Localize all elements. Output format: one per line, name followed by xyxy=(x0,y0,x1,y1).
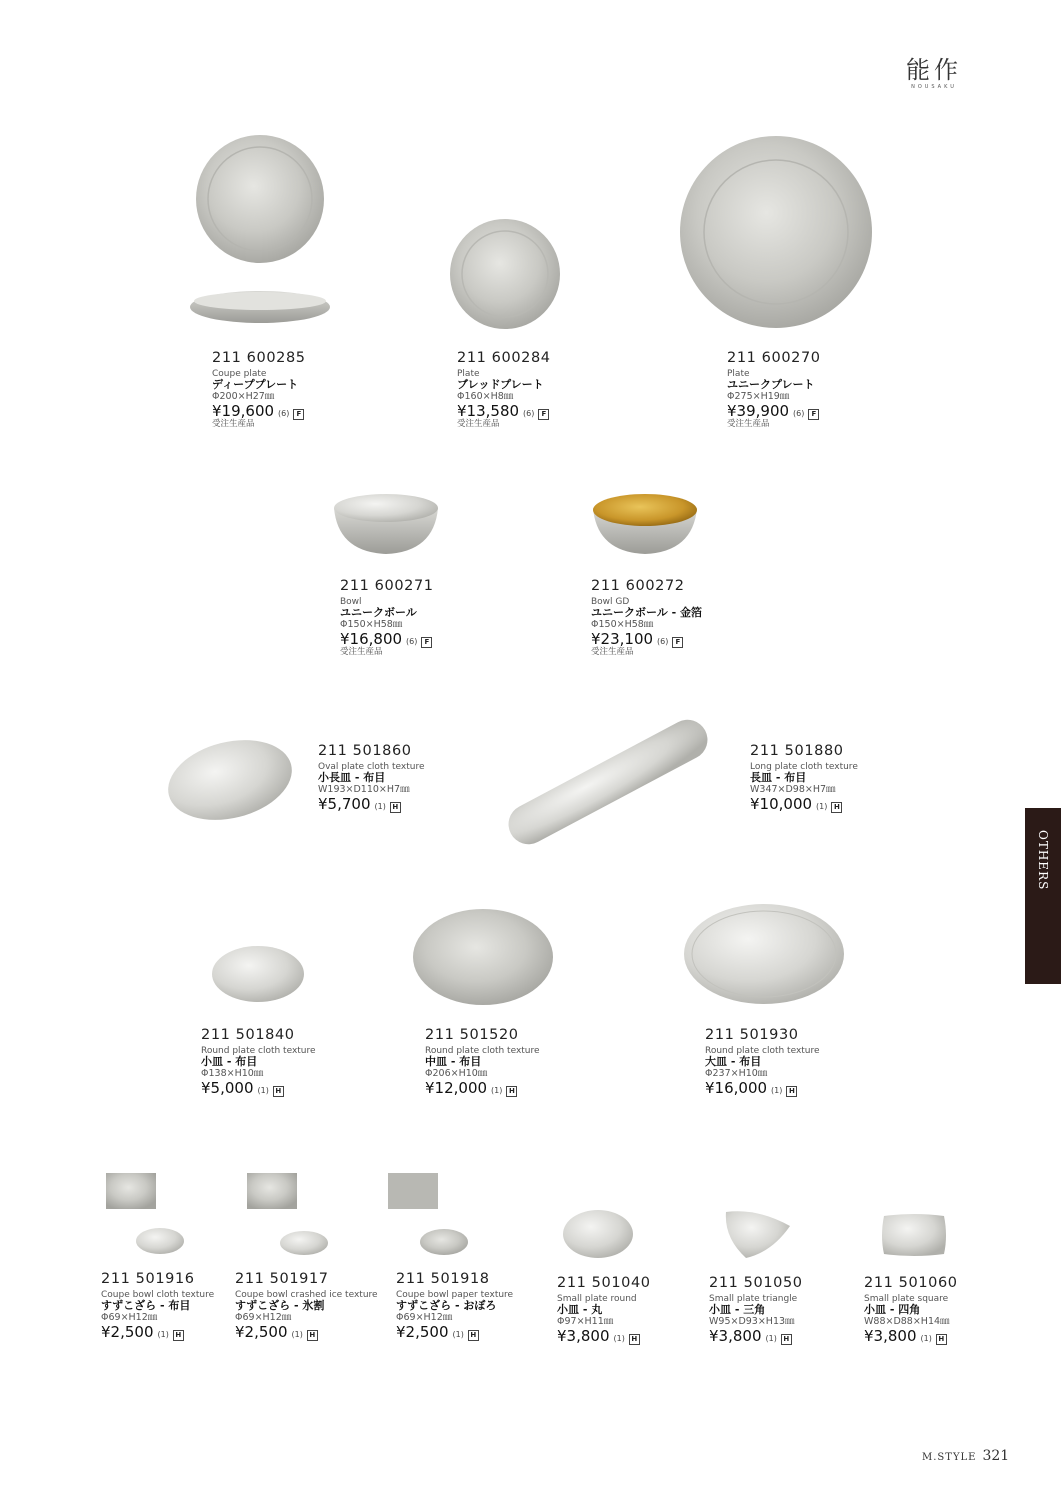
product-name-jp: 小長皿 - 布目 xyxy=(318,771,386,785)
product-name-jp: ユニークボール xyxy=(340,606,417,620)
product-mark-icon: H xyxy=(629,1334,640,1345)
product-name-en: Small plate square xyxy=(864,1293,949,1304)
product-name-jp: 小皿 - 三角 xyxy=(709,1303,766,1317)
product-name-en: Small plate triangle xyxy=(709,1293,798,1304)
product-code: 211 600285 xyxy=(212,350,306,366)
product-item xyxy=(864,1275,958,1345)
product-item xyxy=(709,1275,803,1345)
product-mark-icon: H xyxy=(307,1330,318,1341)
product-image-coupe-bowl-paper xyxy=(388,1173,472,1261)
brand-name-jp: 能作 xyxy=(906,56,962,84)
product-name-jp: すずこざら - 布目 xyxy=(101,1299,191,1313)
product-item xyxy=(235,1271,378,1341)
product-price: ¥5,700 xyxy=(318,794,371,813)
product-price: ¥23,100 xyxy=(591,629,654,648)
product-item xyxy=(212,350,306,430)
product-dimensions: W347×D98×H7㎜ xyxy=(750,783,836,795)
product-quantity: (1) xyxy=(491,1085,503,1095)
product-price: ¥3,800 xyxy=(709,1326,762,1345)
product-code: 211 501840 xyxy=(201,1027,295,1043)
product-dimensions: Φ160×H8㎜ xyxy=(457,390,514,402)
product-image-round-plate-large xyxy=(682,902,846,1006)
product-price: ¥19,600 xyxy=(212,401,275,420)
product-code: 211 501520 xyxy=(425,1027,519,1043)
product-item xyxy=(396,1271,513,1341)
product-price: ¥12,000 xyxy=(425,1078,488,1097)
product-price: ¥13,580 xyxy=(457,401,520,420)
product-code: 211 501040 xyxy=(557,1275,651,1291)
product-code: 211 600272 xyxy=(591,578,685,594)
product-code: 211 501050 xyxy=(709,1275,803,1291)
product-name-jp: ブレッドプレート xyxy=(457,378,544,392)
product-image-coupe-plate xyxy=(188,133,336,333)
product-name-en: Round plate cloth texture xyxy=(705,1045,820,1056)
product-name-en: Round plate cloth texture xyxy=(201,1045,316,1056)
product-code: 211 600270 xyxy=(727,350,821,366)
product-dimensions: Φ200×H27㎜ xyxy=(212,390,275,402)
product-item xyxy=(750,743,858,813)
product-name-en: Long plate cloth texture xyxy=(750,761,858,772)
product-name-en: Small plate round xyxy=(557,1293,637,1304)
product-quantity: (1) xyxy=(157,1329,169,1339)
product-mark-icon: F xyxy=(293,409,304,420)
product-name-en: Oval plate cloth texture xyxy=(318,761,425,772)
product-name-jp: ユニークプレート xyxy=(727,378,815,392)
product-image-unique-plate xyxy=(678,134,874,330)
product-image-long-plate xyxy=(494,710,722,852)
product-image-small-plate-triangle xyxy=(722,1208,794,1260)
product-code: 211 501930 xyxy=(705,1027,799,1043)
product-quantity: (1) xyxy=(765,1333,777,1343)
product-note: 受注生産品 xyxy=(591,646,634,657)
product-note: 受注生産品 xyxy=(212,418,255,429)
product-name-en: Round plate cloth texture xyxy=(425,1045,540,1056)
product-code: 211 501880 xyxy=(750,743,844,759)
brand-logo xyxy=(906,50,962,90)
product-note: 受注生産品 xyxy=(340,646,383,657)
product-mark-icon: H xyxy=(506,1086,517,1097)
product-dimensions: Φ237×H10㎜ xyxy=(705,1067,768,1079)
product-quantity: (6) xyxy=(793,408,805,418)
product-item xyxy=(201,1027,316,1097)
product-item xyxy=(591,578,702,658)
product-dimensions: W95×D93×H13㎜ xyxy=(709,1315,795,1327)
product-dimensions: Φ275×H19㎜ xyxy=(727,390,790,402)
product-item xyxy=(425,1027,540,1097)
product-name-jp: ディーププレート xyxy=(212,378,299,392)
product-mark-icon: F xyxy=(538,409,549,420)
product-image-oval-plate xyxy=(164,737,296,823)
product-quantity: (1) xyxy=(771,1085,783,1095)
product-name-en: Coupe bowl crashed ice texture xyxy=(235,1289,378,1300)
product-price: ¥3,800 xyxy=(864,1326,917,1345)
product-mark-icon: F xyxy=(808,409,819,420)
brand-name-roman: NOUSAKU xyxy=(911,84,957,90)
product-price: ¥10,000 xyxy=(750,794,813,813)
product-code: 211 501917 xyxy=(235,1271,329,1287)
product-code: 211 501918 xyxy=(396,1271,490,1287)
product-name-en: Coupe bowl paper texture xyxy=(396,1289,514,1300)
product-quantity: (6) xyxy=(523,408,535,418)
product-price: ¥39,900 xyxy=(727,401,790,420)
product-dimensions: Φ150×H58㎜ xyxy=(340,618,403,630)
product-quantity: (1) xyxy=(613,1333,625,1343)
product-price: ¥2,500 xyxy=(396,1322,449,1341)
product-name-en: Coupe plate xyxy=(212,368,267,379)
product-name-jp: ユニークボール - 金箔 xyxy=(591,606,703,620)
page-number: 321 xyxy=(982,1448,1010,1464)
product-name-jp: すずこざら - おぼろ xyxy=(396,1299,497,1313)
product-dimensions: Φ97×H11㎜ xyxy=(557,1315,614,1327)
section-tab-label: OTHERS xyxy=(1036,830,1050,891)
product-image-bread-plate xyxy=(448,218,562,330)
product-name-jp: すずこざら - 氷割 xyxy=(235,1299,325,1313)
product-quantity: (1) xyxy=(257,1085,269,1095)
product-dimensions: Φ150×H58㎜ xyxy=(591,618,654,630)
product-quantity: (1) xyxy=(291,1329,303,1339)
product-code: 211 501060 xyxy=(864,1275,958,1291)
product-mark-icon: H xyxy=(468,1330,479,1341)
product-image-small-plate-square xyxy=(880,1212,948,1258)
product-name-jp: 中皿 - 布目 xyxy=(425,1055,482,1069)
product-name-jp: 小皿 - 丸 xyxy=(557,1303,603,1317)
product-name-en: Plate xyxy=(457,368,480,379)
product-price: ¥16,800 xyxy=(340,629,403,648)
product-dimensions: Φ69×H12㎜ xyxy=(396,1311,453,1323)
product-price: ¥16,000 xyxy=(705,1078,768,1097)
product-name-jp: 小皿 - 四角 xyxy=(864,1303,921,1317)
product-name-en: Plate xyxy=(727,368,750,379)
product-quantity: (1) xyxy=(816,801,828,811)
product-quantity: (6) xyxy=(657,636,669,646)
product-dimensions: W88×D88×H14㎜ xyxy=(864,1315,950,1327)
product-mark-icon: H xyxy=(390,802,401,813)
product-item xyxy=(457,350,551,430)
product-item xyxy=(101,1271,214,1341)
product-mark-icon: H xyxy=(173,1330,184,1341)
product-image-coupe-bowl-ice xyxy=(247,1173,331,1261)
product-quantity: (1) xyxy=(920,1333,932,1343)
product-note: 受注生産品 xyxy=(727,418,770,429)
footer-brand: M.STYLE xyxy=(922,1452,977,1463)
product-code: 211 501916 xyxy=(101,1271,195,1287)
product-price: ¥2,500 xyxy=(235,1322,288,1341)
product-image-round-plate-small xyxy=(210,944,306,1004)
product-name-jp: 小皿 - 布目 xyxy=(201,1055,258,1069)
product-dimensions: W193×D110×H7㎜ xyxy=(318,783,410,795)
product-image-unique-bowl-gold xyxy=(591,492,699,556)
page-footer xyxy=(922,1448,1009,1464)
product-quantity: (1) xyxy=(374,801,386,811)
product-name-en: Coupe bowl cloth texture xyxy=(101,1289,215,1300)
product-quantity: (1) xyxy=(452,1329,464,1339)
section-tab[interactable] xyxy=(1025,808,1061,984)
product-name-jp: 長皿 - 布目 xyxy=(750,771,807,785)
product-item xyxy=(318,743,425,813)
product-quantity: (6) xyxy=(278,408,290,418)
product-code: 211 600284 xyxy=(457,350,551,366)
product-note: 受注生産品 xyxy=(457,418,500,429)
product-dimensions: Φ69×H12㎜ xyxy=(235,1311,292,1323)
product-mark-icon: H xyxy=(786,1086,797,1097)
product-item xyxy=(727,350,821,430)
product-mark-icon: H xyxy=(781,1334,792,1345)
product-mark-icon: H xyxy=(831,802,842,813)
product-price: ¥5,000 xyxy=(201,1078,254,1097)
product-mark-icon: F xyxy=(672,637,683,648)
product-item xyxy=(557,1275,651,1345)
product-dimensions: Φ138×H10㎜ xyxy=(201,1067,264,1079)
product-image-coupe-bowl-cloth xyxy=(106,1173,190,1261)
product-name-en: Bowl xyxy=(340,596,362,607)
product-image-round-plate-medium xyxy=(411,908,555,1006)
product-code: 211 600271 xyxy=(340,578,434,594)
product-image-unique-bowl xyxy=(332,492,440,556)
product-price: ¥2,500 xyxy=(101,1322,154,1341)
product-item xyxy=(705,1027,820,1097)
product-mark-icon: H xyxy=(936,1334,947,1345)
product-mark-icon: H xyxy=(273,1086,284,1097)
product-dimensions: Φ69×H12㎜ xyxy=(101,1311,158,1323)
product-code: 211 501860 xyxy=(318,743,412,759)
product-name-jp: 大皿 - 布目 xyxy=(705,1055,762,1069)
product-item xyxy=(340,578,434,658)
product-dimensions: Φ206×H10㎜ xyxy=(425,1067,488,1079)
product-image-small-plate-round xyxy=(562,1208,634,1260)
product-mark-icon: F xyxy=(421,637,432,648)
product-name-en: Bowl GD xyxy=(591,596,630,607)
product-quantity: (6) xyxy=(406,636,418,646)
product-price: ¥3,800 xyxy=(557,1326,610,1345)
